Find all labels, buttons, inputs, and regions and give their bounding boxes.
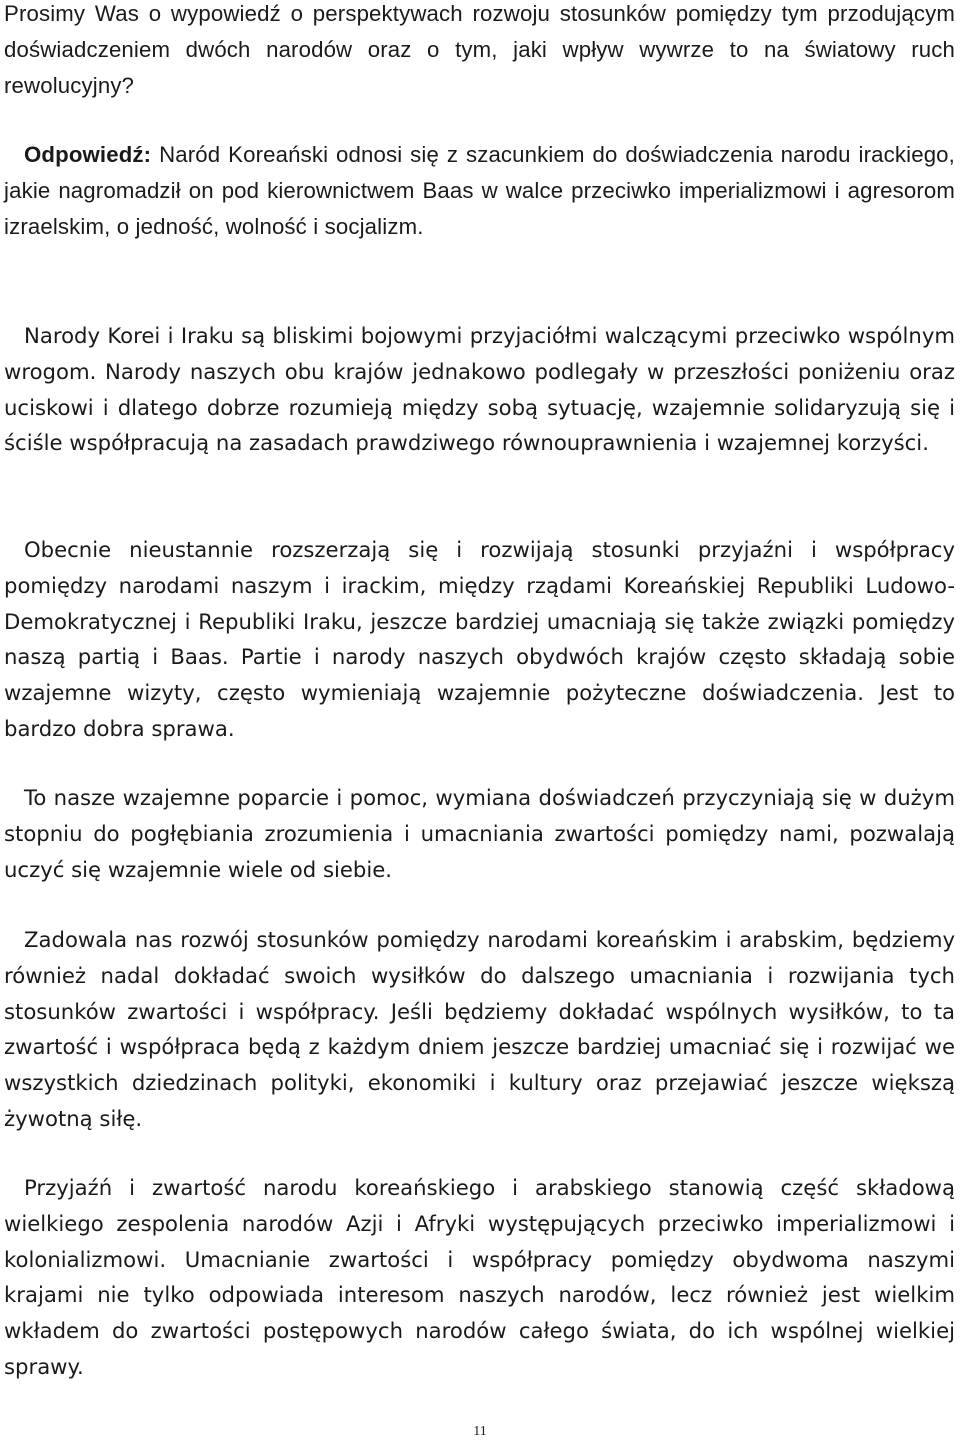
answer-text: Naród Koreański odnosi się z szacunkiem do doświadczenia narodu irackiego, jakie nagromadził on pod kierownictwem Baas w walce przeciwko imperializmowi i agresorom izraelskim, o jedność, wolność i socjalizm.: [4, 142, 955, 239]
answer-paragraph: [4, 137, 955, 244]
body-paragraph: Narody Korei i Iraku są bliskimi bojowymi przyjaciółmi walczącymi przeciwko wspólnym wrogom. Narody naszych obu krajów jednakowo podlegały w przeszłości poniżeniu oraz uciskowi i dlatego dobrze rozumieją między sobą sytuację, wzajemnie solidaryzują się i ściśle współpracują na zasadach prawdziwego równouprawnienia i wzajemnej korzyści.: [4, 323, 955, 456]
body-paragraph: Przyjaźń i zwartość narodu koreańskiego i arabskiego stanowią część składową wielkiego zespolenia narodów Azji i Afryki występujących przeciwko imperializmowi i kolonializmowi. Umacnianie zwartości i współpracy pomiędzy obydwoma naszymi krajami nie tylko odpowiada interesom naszych narodów, lecz również jest wielkim wkładem do zwartości postępowych narodów całego świata, do ich wspólnej wielkiej sprawy.: [4, 1175, 955, 1379]
body-paragraph: Zadowala nas rozwój stosunków pomiędzy narodami koreańskim i arabskim, będziemy również nadal dokładać swoich wysiłków do dalszego umacniania i rozwijania tych stosunków zwartości i współpracy. Jeśli będziemy dokładać wspólnych wysiłków, to ta zwartość i współpraca będą z każdym dniem jeszcze bardziej umacniać się i rozwijać we wszystkich dziedzinach polityki, ekonomiki i kultury oraz przejawiać jeszcze większą żywotną siłę.: [4, 927, 955, 1131]
body-paragraph: Obecnie nieustannie rozszerzają się i rozwijają stosunki przyjaźni i współpracy pomiędzy narodami naszym i irackim, między rządami Koreańskiej Republiki Ludowo-Demokratycznej i Republiki Iraku, jeszcze bardziej umacniają się także związki pomiędzy naszą partią i Baas. Partie i narody naszych obydwóch krajów często składają sobie wzajemne wizyty, często wymieniają wzajemnie pożyteczne doświadczenia. Jest to bardzo dobra sprawa.: [4, 537, 955, 741]
question-paragraph: Prosimy Was o wypowiedź o perspektywach rozwoju stosunków pomiędzy tym przodującym doświadczeniem dwóch narodów oraz o tym, jaki wpływ wywrze to na światowy ruch rewolucyjny?: [4, 1, 955, 98]
answer-label: Odpowiedź:: [24, 142, 152, 167]
body-paragraph: To nasze wzajemne poparcie i pomoc, wymiana doświadczeń przyczyniają się w dużym stopniu do pogłębiania zrozumienia i umacniania zwartości pomiędzy nami, pozwalają uczyć się wzajemnie wiele od siebie.: [4, 785, 955, 882]
page-number: 11: [473, 1424, 487, 1439]
